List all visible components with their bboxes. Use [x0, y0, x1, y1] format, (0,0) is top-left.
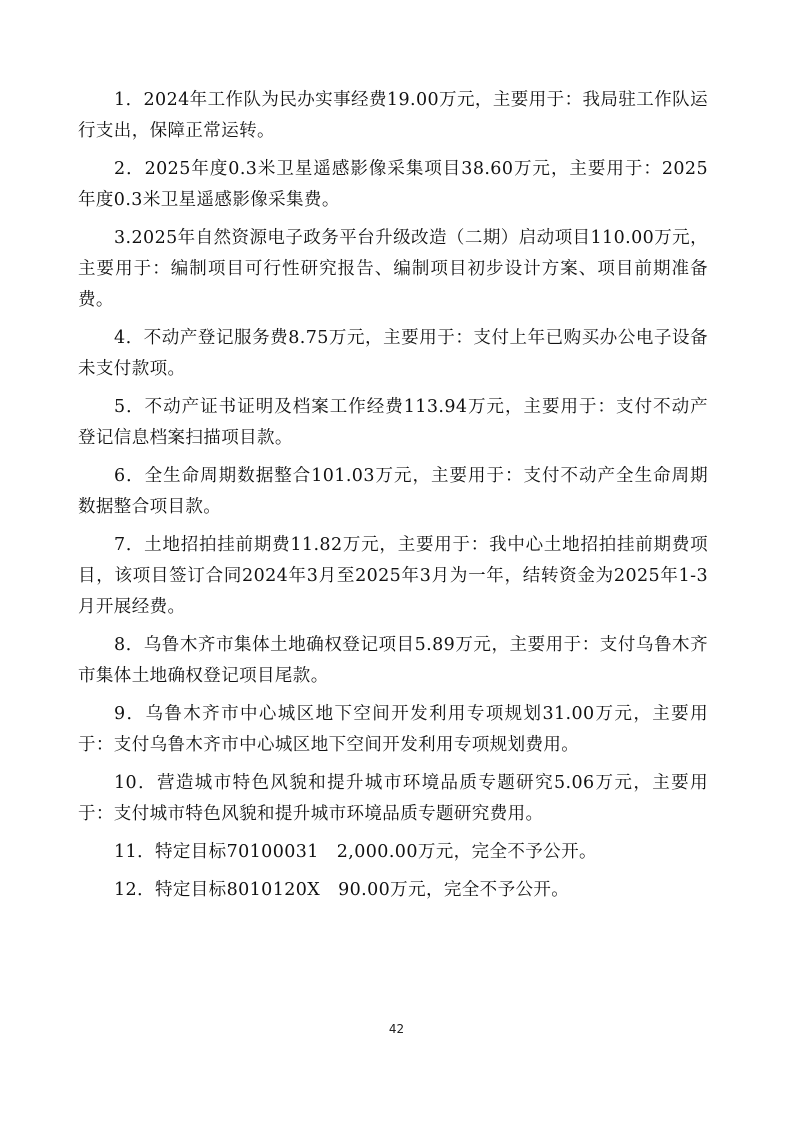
paragraph-9: 9．乌鲁木齐市中心城区地下空间开发利用专项规划31.00万元，主要用于：支付乌鲁木齐市中心城区地下空间开发利用专项规划费用。: [78, 704, 708, 755]
paragraph-5: 5．不动产证书证明及档案工作经费113.94万元，主要用于：支付不动产登记信息档案扫描项目款。: [78, 397, 708, 448]
paragraph-12: 12．特定目标8010120X 90.00万元，完全不予公开。: [114, 880, 570, 900]
paragraph-2: 2．2025年度0.3米卫星遥感影像采集项目38.60万元，主要用于：2025年度0.3米卫星遥感影像采集费。: [78, 159, 708, 210]
paragraph-8: 8．乌鲁木齐市集体土地确权登记项目5.89万元，主要用于：支付乌鲁木齐市集体土地确权登记项目尾款。: [78, 635, 708, 686]
paragraph-1: 1．2024年工作队为民办实事经费19.00万元，主要用于：我局驻工作队运行支出，保障正常运转。: [78, 90, 708, 141]
paragraph-10: 10．营造城市特色风貌和提升城市环境品质专题研究5.06万元，主要用于：支付城市特色风貌和提升城市环境品质专题研究费用。: [78, 773, 708, 824]
paragraph-3: 3.2025年自然资源电子政务平台升级改造（二期）启动项目110.00万元，主要用于：编制项目可行性研究报告、编制项目初步设计方案、项目前期准备费。: [78, 228, 708, 310]
document-body: [78, 85, 708, 913]
paragraph-7: 7．土地招拍挂前期费11.82万元，主要用于：我中心土地招拍挂前期费项目，该项目签订合同2024年3月至2025年3月为一年，结转资金为2025年1-3月开展经费。: [78, 535, 708, 617]
paragraph-4: 4．不动产登记服务费8.75万元，主要用于：支付上年已购买办公电子设备未支付款项。: [78, 328, 708, 379]
page-number: 42: [388, 1022, 405, 1036]
paragraph-11: 11．特定目标70100031 2,000.00万元，完全不予公开。: [114, 842, 597, 862]
paragraph-6: 6．全生命周期数据整合101.03万元，主要用于：支付不动产全生命周期数据整合项目款。: [78, 466, 708, 517]
